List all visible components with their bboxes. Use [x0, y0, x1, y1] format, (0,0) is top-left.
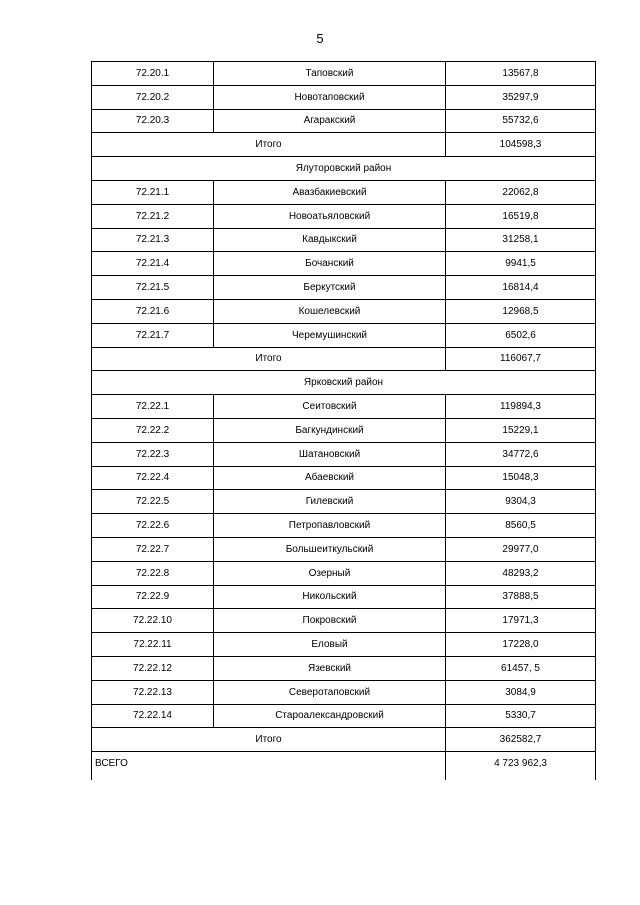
table-row [92, 537, 596, 561]
settlement-code-cell: 72.21.7 [92, 323, 214, 347]
settlement-name-cell: Новоатьяловский [214, 204, 446, 228]
grand-total-label-cell: ВСЕГО [92, 752, 446, 781]
settlement-name-cell: Гилевский [214, 490, 446, 514]
settlement-code-cell: 72.22.12 [92, 656, 214, 680]
table-row [92, 442, 596, 466]
settlement-value-cell: 35297,9 [446, 85, 596, 109]
subtotal-label-cell: Итого [92, 347, 446, 371]
settlement-value-cell: 55732,6 [446, 109, 596, 133]
settlement-code-cell: 72.22.2 [92, 418, 214, 442]
settlement-value-cell: 17228,0 [446, 633, 596, 657]
table-row [92, 704, 596, 728]
table-row [92, 585, 596, 609]
subtotal-value-cell: 116067,7 [446, 347, 596, 371]
district-name-cell: Ялуторовский район [92, 157, 596, 181]
settlement-value-cell: 48293,2 [446, 561, 596, 585]
settlement-code-cell: 72.22.13 [92, 680, 214, 704]
settlement-name-cell: Озерный [214, 561, 446, 585]
settlement-name-cell: Абаевский [214, 466, 446, 490]
settlement-name-cell: Авазбакиевский [214, 180, 446, 204]
settlement-code-cell: 72.22.7 [92, 537, 214, 561]
settlement-name-cell: Сеитовский [214, 395, 446, 419]
district-header-row [92, 371, 596, 395]
settlement-value-cell: 22062,8 [446, 180, 596, 204]
table-row [92, 228, 596, 252]
table-row [92, 62, 596, 86]
table-row [92, 656, 596, 680]
settlement-code-cell: 72.22.10 [92, 609, 214, 633]
settlement-name-cell: Язевский [214, 656, 446, 680]
settlement-value-cell: 15048,3 [446, 466, 596, 490]
settlement-code-cell: 72.21.5 [92, 276, 214, 300]
settlement-value-cell: 9304,3 [446, 490, 596, 514]
settlement-value-cell: 16519,8 [446, 204, 596, 228]
settlement-code-cell: 72.22.14 [92, 704, 214, 728]
settlement-code-cell: 72.21.3 [92, 228, 214, 252]
settlement-code-cell: 72.20.1 [92, 62, 214, 86]
subtotal-row [92, 133, 596, 157]
settlement-name-cell: Новотаповский [214, 85, 446, 109]
settlement-value-cell: 16814,4 [446, 276, 596, 300]
subtotal-value-cell: 104598,3 [446, 133, 596, 157]
settlement-code-cell: 72.22.6 [92, 514, 214, 538]
settlement-name-cell: Агаракский [214, 109, 446, 133]
table-row [92, 561, 596, 585]
subtotal-row [92, 347, 596, 371]
settlement-code-cell: 72.22.9 [92, 585, 214, 609]
settlement-name-cell: Черемушинский [214, 323, 446, 347]
settlement-name-cell: Кошелевский [214, 299, 446, 323]
table-row [92, 514, 596, 538]
settlement-name-cell: Шатановский [214, 442, 446, 466]
settlement-code-cell: 72.22.1 [92, 395, 214, 419]
table-row [92, 299, 596, 323]
allocation-table [91, 61, 596, 780]
settlement-code-cell: 72.20.3 [92, 109, 214, 133]
table-row [92, 323, 596, 347]
table-row [92, 633, 596, 657]
settlement-name-cell: Беркутский [214, 276, 446, 300]
settlement-name-cell: Покровский [214, 609, 446, 633]
settlement-value-cell: 34772,6 [446, 442, 596, 466]
settlement-code-cell: 72.22.11 [92, 633, 214, 657]
settlement-value-cell: 8560,5 [446, 514, 596, 538]
settlement-name-cell: Северотаповский [214, 680, 446, 704]
settlement-value-cell: 6502,6 [446, 323, 596, 347]
settlement-code-cell: 72.22.4 [92, 466, 214, 490]
district-header-row [92, 157, 596, 181]
settlement-name-cell: Еловый [214, 633, 446, 657]
settlement-name-cell: Староалександровский [214, 704, 446, 728]
settlement-value-cell: 29977,0 [446, 537, 596, 561]
settlement-code-cell: 72.22.5 [92, 490, 214, 514]
settlement-value-cell: 12968,5 [446, 299, 596, 323]
settlement-value-cell: 37888,5 [446, 585, 596, 609]
settlement-value-cell: 3084,9 [446, 680, 596, 704]
table-row [92, 680, 596, 704]
table-row [92, 204, 596, 228]
table-row [92, 466, 596, 490]
district-name-cell: Ярковский район [92, 371, 596, 395]
settlement-value-cell: 5330,7 [446, 704, 596, 728]
settlement-name-cell: Таповский [214, 62, 446, 86]
table-row [92, 276, 596, 300]
table-row [92, 109, 596, 133]
table-body [92, 62, 596, 781]
settlement-value-cell: 9941,5 [446, 252, 596, 276]
table-row [92, 180, 596, 204]
settlement-name-cell: Никольский [214, 585, 446, 609]
subtotal-value-cell: 362582,7 [446, 728, 596, 752]
settlement-code-cell: 72.22.8 [92, 561, 214, 585]
table-row [92, 85, 596, 109]
subtotal-label-cell: Итого [92, 133, 446, 157]
settlement-value-cell: 15229,1 [446, 418, 596, 442]
table-row [92, 490, 596, 514]
settlement-value-cell: 31258,1 [446, 228, 596, 252]
table-row [92, 395, 596, 419]
settlement-code-cell: 72.21.4 [92, 252, 214, 276]
settlement-value-cell: 13567,8 [446, 62, 596, 86]
settlement-code-cell: 72.20.2 [92, 85, 214, 109]
settlement-name-cell: Багкундинский [214, 418, 446, 442]
settlement-code-cell: 72.21.2 [92, 204, 214, 228]
subtotal-label-cell: Итого [92, 728, 446, 752]
settlement-name-cell: Кавдыкский [214, 228, 446, 252]
settlement-value-cell: 119894,3 [446, 395, 596, 419]
settlement-name-cell: Большеиткульский [214, 537, 446, 561]
settlement-code-cell: 72.21.6 [92, 299, 214, 323]
grand-total-row [92, 752, 596, 781]
table-row [92, 418, 596, 442]
page-number: 5 [316, 31, 324, 46]
table-row [92, 252, 596, 276]
settlement-code-cell: 72.21.1 [92, 180, 214, 204]
settlement-code-cell: 72.22.3 [92, 442, 214, 466]
grand-total-value-cell: 4 723 962,3 [446, 752, 596, 781]
settlement-value-cell: 17971,3 [446, 609, 596, 633]
settlement-name-cell: Петропавловский [214, 514, 446, 538]
settlement-name-cell: Бочанский [214, 252, 446, 276]
subtotal-row [92, 728, 596, 752]
table-row [92, 609, 596, 633]
settlement-value-cell: 61457, 5 [446, 656, 596, 680]
